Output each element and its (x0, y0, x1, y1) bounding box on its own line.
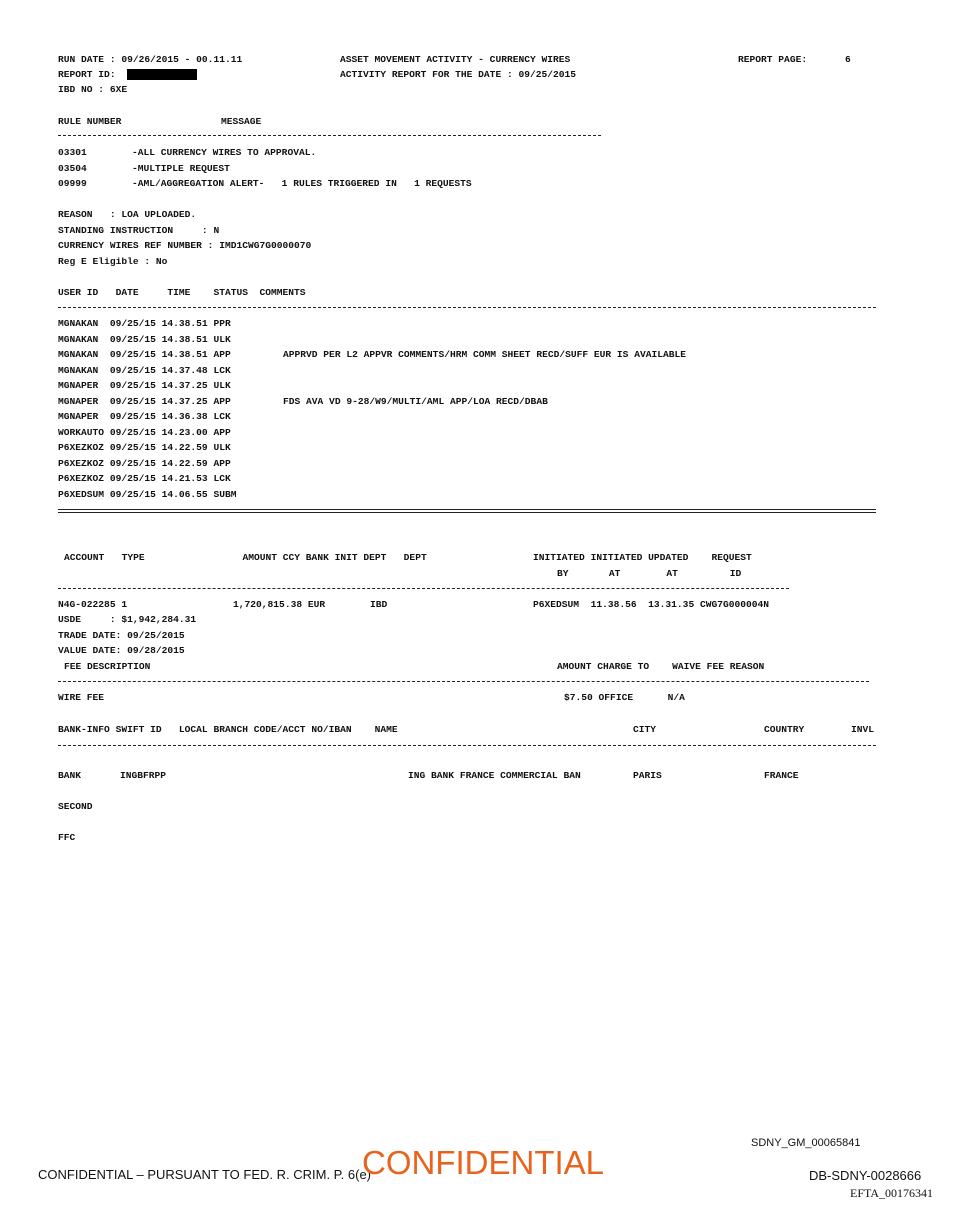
efta-number: EFTA_00176341 (850, 1186, 934, 1200)
rule-message: -ALL CURRENCY WIRES TO APPROVAL. (132, 147, 317, 158)
report-id-label: REPORT ID: (58, 69, 116, 80)
bank-info-divider (58, 745, 876, 746)
wire-amount: 1,720,815.38 EUR (233, 599, 326, 610)
log-row: P6XEZKOZ 09/25/15 14.22.59 ULK (58, 442, 231, 453)
value-date: VALUE DATE: 09/28/2015 (58, 645, 185, 656)
rule-number-header: RULE NUMBER (58, 116, 122, 127)
confidential-stamp: CONFIDENTIAL (362, 1144, 605, 1181)
rule-number: 03504 (58, 163, 87, 174)
bank-name: ING BANK FRANCE COMMERCIAL BAN (408, 770, 581, 781)
log-row: MGNAKAN 09/25/15 14.38.51 ULK (58, 334, 231, 345)
rule-number: 09999 (58, 178, 87, 189)
account-divider (58, 588, 789, 589)
initiated-info: P6XEDSUM 11.38.56 13.31.35 CWG7G000004N (533, 599, 770, 610)
ibd-number: IBD NO : 6XE (58, 84, 128, 95)
fee-description-header: FEE DESCRIPTION (64, 661, 151, 672)
initiated-subheader: BY AT AT ID (557, 568, 742, 579)
account-header: ACCOUNT TYPE AMOUNT CCY BANK INIT DEPT DEPT (64, 552, 427, 563)
section-double-rule (58, 509, 876, 513)
rule-number: 03301 (58, 147, 87, 158)
city-header: CITY (633, 724, 657, 735)
fee-columns-header: AMOUNT CHARGE TO WAIVE FEE REASON (557, 661, 765, 672)
second-label: SECOND (58, 801, 93, 812)
log-row: P6XEZKOZ 09/25/15 14.21.53 LCK (58, 473, 231, 484)
log-row: MGNAKAN 09/25/15 14.38.51 PPR (58, 318, 231, 329)
bank-info-header: BANK-INFO SWIFT ID LOCAL BRANCH CODE/ACCT NO/IBAN NAME (58, 724, 398, 735)
rule-message: -MULTIPLE REQUEST (132, 163, 230, 174)
log-row: MGNAPER 09/25/15 14.37.25 ULK (58, 380, 231, 391)
log-comment: FDS AVA VD 9-28/W9/MULTI/AML APP/LOA RECD/DBAB (283, 396, 548, 407)
log-row: P6XEDSUM 09/25/15 14.06.55 SUBM (58, 489, 237, 500)
log-row: MGNAPER 09/25/15 14.36.38 LCK (58, 411, 231, 422)
rule-message: -AML/AGGREGATION ALERT- 1 RULES TRIGGERED IN 1 REQUESTS (132, 178, 472, 189)
log-row: MGNAPER 09/25/15 14.37.25 APP (58, 396, 231, 407)
redaction-box (127, 69, 197, 80)
fee-name: WIRE FEE (58, 692, 105, 703)
log-comment: APPRVD PER L2 APPVR COMMENTS/HRM COMM SHEET RECD/SUFF EUR IS AVAILABLE (283, 349, 687, 360)
report-title: ASSET MOVEMENT ACTIVITY - CURRENCY WIRES (340, 54, 571, 65)
initiated-header: INITIATED INITIATED UPDATED REQUEST (533, 552, 752, 563)
reason: REASON : LOA UPLOADED. (58, 209, 197, 220)
account-number: N4G-022285 1 (58, 599, 128, 610)
bank-label: BANK (58, 770, 82, 781)
fee-values: $7.50 OFFICE N/A (564, 692, 685, 703)
log-row: MGNAKAN 09/25/15 14.37.48 LCK (58, 365, 231, 376)
usd-equivalent: USDE : $1,942,284.31 (58, 614, 197, 625)
reg-e-eligible: Reg E Eligible : No (58, 256, 168, 267)
message-header: MESSAGE (221, 116, 262, 127)
bank-country: FRANCE (764, 770, 799, 781)
activity-date: ACTIVITY REPORT FOR THE DATE : 09/25/2015 (340, 69, 577, 80)
log-row: WORKAUTO 09/25/15 14.23.00 APP (58, 427, 231, 438)
swift-id: INGBFRPP (120, 770, 167, 781)
country-header: COUNTRY (764, 724, 805, 735)
report-page-label: REPORT PAGE: (738, 54, 808, 65)
bates-number: SDNY_GM_00065841 (751, 1137, 861, 1149)
bank-city: PARIS (633, 770, 662, 781)
fee-divider (58, 681, 869, 682)
report-page-number: 6 (845, 54, 851, 65)
rules-divider (58, 135, 601, 136)
log-divider (58, 307, 876, 308)
invl-header: INVL (851, 724, 875, 735)
log-row: MGNAKAN 09/25/15 14.38.51 APP (58, 349, 231, 360)
db-bates-number: DB-SDNY-0028666 (809, 1168, 922, 1183)
standing-instruction: STANDING INSTRUCTION : N (58, 225, 220, 236)
log-header: USER ID DATE TIME STATUS COMMENTS (58, 287, 306, 298)
trade-date: TRADE DATE: 09/25/2015 (58, 630, 185, 641)
confidential-notice: CONFIDENTIAL – PURSUANT TO FED. R. CRIM. P. 6(e) (38, 1167, 372, 1182)
log-row: P6XEZKOZ 09/25/15 14.22.59 APP (58, 458, 231, 469)
ffc-label: FFC (58, 832, 76, 843)
wire-ref-number: CURRENCY WIRES REF NUMBER : IMD1CWG7G0000070 (58, 240, 312, 251)
bank-init: IBD (370, 599, 388, 610)
run-date: RUN DATE : 09/26/2015 - 00.11.11 (58, 54, 243, 65)
